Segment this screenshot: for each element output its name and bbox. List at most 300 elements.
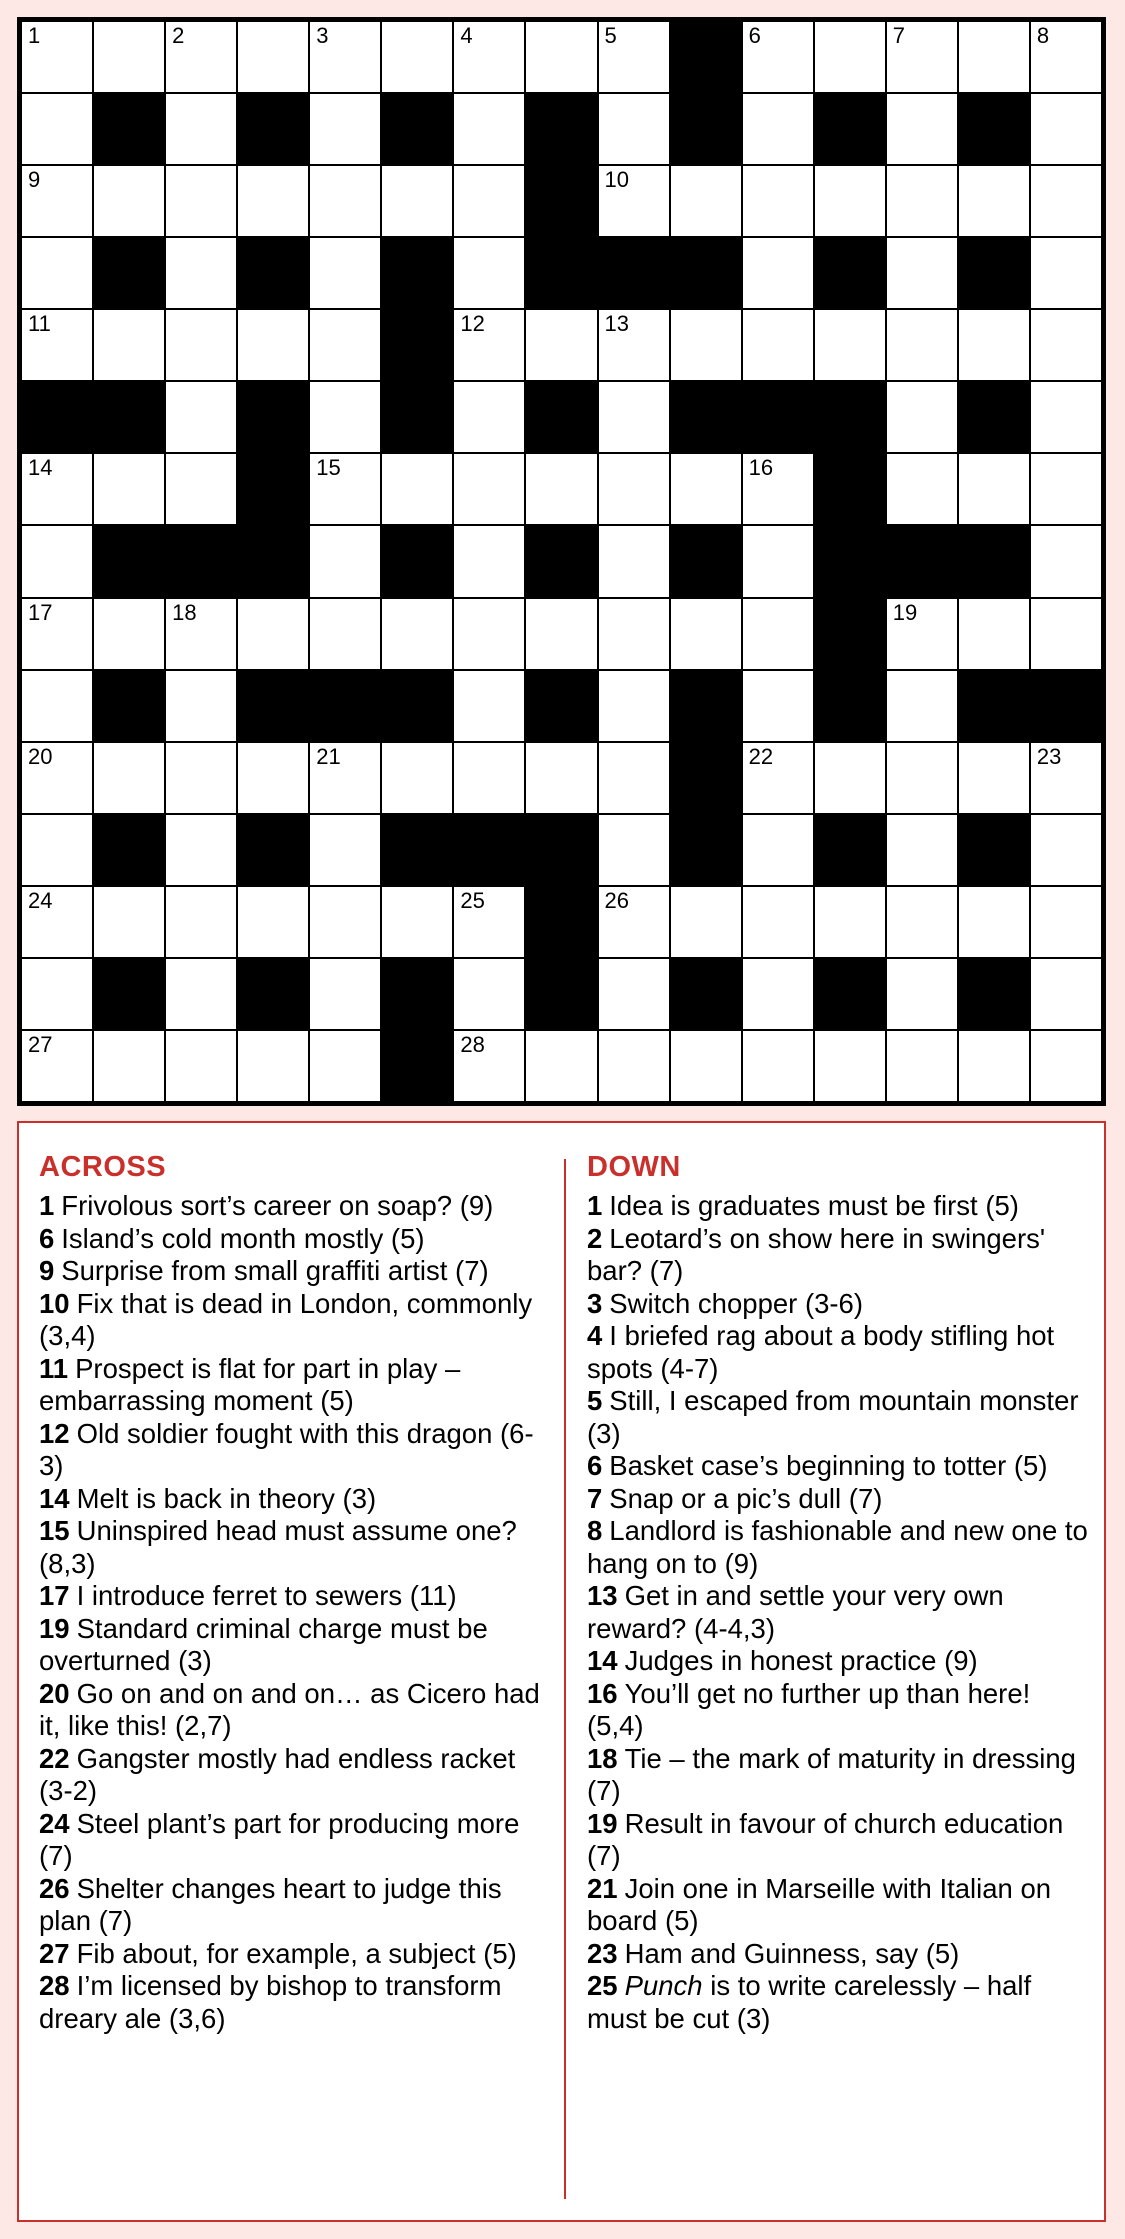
clue-number: 6 bbox=[587, 1450, 603, 1481]
grid-cell[interactable] bbox=[1031, 526, 1101, 596]
cell-number: 18 bbox=[172, 599, 197, 625]
grid-cell[interactable] bbox=[959, 22, 1029, 92]
down-clue bbox=[587, 1678, 1092, 1743]
grid-cell[interactable] bbox=[526, 454, 596, 524]
grid-cell[interactable] bbox=[454, 166, 524, 236]
clue-text: Punch is to write carelessly – half must be cut (3) bbox=[587, 1970, 1032, 2034]
across-clue bbox=[39, 1353, 549, 1418]
grid-cell[interactable] bbox=[887, 310, 957, 380]
grid-cell[interactable] bbox=[1031, 454, 1101, 524]
grid-cell[interactable] bbox=[382, 454, 452, 524]
grid-cell[interactable] bbox=[959, 599, 1029, 669]
clue-text: Standard criminal charge must be overturned (3) bbox=[39, 1612, 488, 1676]
grid-cell[interactable] bbox=[22, 959, 92, 1029]
down-clue bbox=[587, 1938, 1092, 1971]
black-square bbox=[382, 382, 452, 452]
black-square bbox=[382, 671, 452, 741]
grid-cell[interactable] bbox=[454, 94, 524, 164]
grid-cell[interactable] bbox=[599, 671, 669, 741]
grid-cell[interactable] bbox=[166, 382, 236, 452]
grid-cell[interactable] bbox=[382, 599, 452, 669]
grid-cell[interactable] bbox=[815, 1031, 885, 1101]
black-square bbox=[382, 815, 452, 885]
grid-cell[interactable] bbox=[671, 1031, 741, 1101]
black-square bbox=[526, 671, 596, 741]
grid-cell[interactable] bbox=[671, 887, 741, 957]
grid-cell[interactable] bbox=[94, 743, 164, 813]
clue-number: 25 bbox=[587, 1970, 618, 2001]
black-square bbox=[815, 671, 885, 741]
grid-cell[interactable] bbox=[310, 743, 380, 813]
grid-cell[interactable] bbox=[22, 310, 92, 380]
grid-cell[interactable] bbox=[671, 599, 741, 669]
grid-cell[interactable] bbox=[815, 743, 885, 813]
grid-cell[interactable] bbox=[959, 166, 1029, 236]
down-clue-list bbox=[587, 1190, 1092, 2035]
grid-cell[interactable] bbox=[454, 454, 524, 524]
black-square bbox=[238, 238, 308, 308]
grid-cell[interactable] bbox=[959, 310, 1029, 380]
across-clue bbox=[39, 1483, 549, 1516]
grid-cell[interactable] bbox=[166, 166, 236, 236]
clue-text: Surprise from small graffiti artist (7) bbox=[61, 1255, 489, 1286]
cell-number: 26 bbox=[604, 887, 630, 913]
cell-number: 10 bbox=[604, 167, 630, 193]
black-square bbox=[526, 382, 596, 452]
grid-cell[interactable] bbox=[166, 743, 236, 813]
grid-cell[interactable] bbox=[599, 887, 669, 957]
clue-text: Leotard’s on show here in swingers' bar? (7) bbox=[587, 1222, 1046, 1286]
clue-text: Melt is back in theory (3) bbox=[76, 1482, 377, 1514]
black-square bbox=[959, 526, 1029, 596]
clue-text: You’ll get no further up than here! (5,4) bbox=[587, 1677, 1031, 1741]
grid-cell[interactable] bbox=[599, 310, 669, 380]
down-clue bbox=[587, 1190, 1092, 1223]
grid-cell[interactable] bbox=[238, 743, 308, 813]
clue-text: Steel plant’s part for producing more (7) bbox=[39, 1807, 520, 1871]
down-clue bbox=[587, 1288, 1092, 1321]
crossword-grid bbox=[17, 17, 1106, 1106]
grid-cell[interactable] bbox=[166, 454, 236, 524]
grid-cell[interactable] bbox=[887, 815, 957, 885]
black-square bbox=[671, 743, 741, 813]
clue-text: Switch chopper (3-6) bbox=[609, 1287, 864, 1319]
clue-number: 8 bbox=[587, 1515, 603, 1546]
grid-cell[interactable] bbox=[959, 887, 1029, 957]
grid-cell[interactable] bbox=[671, 454, 741, 524]
grid-cell[interactable] bbox=[166, 310, 236, 380]
black-square bbox=[959, 94, 1029, 164]
clue-text: Uninspired head must assume one? (8,3) bbox=[39, 1515, 517, 1579]
grid-cell[interactable] bbox=[526, 599, 596, 669]
grid-cell[interactable] bbox=[454, 887, 524, 957]
grid-cell[interactable] bbox=[310, 815, 380, 885]
grid-cell[interactable] bbox=[454, 599, 524, 669]
grid-cell[interactable] bbox=[743, 166, 813, 236]
grid-cell[interactable] bbox=[310, 959, 380, 1029]
cell-number: 25 bbox=[460, 887, 485, 913]
black-square bbox=[526, 959, 596, 1029]
clue-text: Frivolous sort’s career on soap? (9) bbox=[61, 1190, 494, 1221]
black-square bbox=[815, 815, 885, 885]
grid-cell[interactable] bbox=[743, 959, 813, 1029]
grid-cell[interactable] bbox=[166, 1031, 236, 1101]
across-clue bbox=[39, 1223, 549, 1256]
black-square bbox=[959, 382, 1029, 452]
grid-cell[interactable] bbox=[166, 671, 236, 741]
black-square bbox=[815, 599, 885, 669]
black-square bbox=[671, 94, 741, 164]
grid-cell[interactable] bbox=[166, 599, 236, 669]
grid-cell[interactable] bbox=[815, 166, 885, 236]
cell-number: 23 bbox=[1036, 743, 1062, 769]
down-clue bbox=[587, 1320, 1092, 1385]
black-square bbox=[671, 382, 741, 452]
black-square bbox=[671, 815, 741, 885]
grid-cell[interactable] bbox=[454, 238, 524, 308]
grid-cell[interactable] bbox=[887, 887, 957, 957]
across-clue bbox=[39, 1613, 549, 1678]
black-square bbox=[238, 382, 308, 452]
clue-number: 11 bbox=[39, 1352, 69, 1384]
grid-cell[interactable] bbox=[887, 382, 957, 452]
grid-cell[interactable] bbox=[1031, 382, 1101, 452]
clue-number: 23 bbox=[587, 1937, 618, 1969]
clue-number: 19 bbox=[39, 1612, 70, 1644]
grid-cell[interactable] bbox=[599, 166, 669, 236]
grid-cell[interactable] bbox=[671, 310, 741, 380]
grid-cell[interactable] bbox=[1031, 166, 1101, 236]
black-square bbox=[526, 526, 596, 596]
across-clue bbox=[39, 1418, 549, 1483]
black-square bbox=[959, 959, 1029, 1029]
cell-number: 3 bbox=[316, 23, 329, 48]
clue-number: 1 bbox=[587, 1190, 603, 1221]
grid-cell[interactable] bbox=[22, 166, 92, 236]
clue-number: 19 bbox=[587, 1807, 618, 1839]
grid-cell[interactable] bbox=[599, 382, 669, 452]
down-clue bbox=[587, 1873, 1092, 1938]
clue-number: 9 bbox=[39, 1255, 55, 1286]
grid-cell[interactable] bbox=[887, 94, 957, 164]
cell-number: 19 bbox=[892, 599, 918, 625]
grid-cell[interactable] bbox=[22, 815, 92, 885]
grid-cell[interactable] bbox=[310, 238, 380, 308]
grid-cell[interactable] bbox=[22, 22, 92, 92]
grid-cell[interactable] bbox=[238, 310, 308, 380]
grid-cell[interactable] bbox=[599, 526, 669, 596]
grid-cell[interactable] bbox=[22, 526, 92, 596]
grid-cell[interactable] bbox=[1031, 94, 1101, 164]
clue-text: I introduce ferret to sewers (11) bbox=[76, 1580, 457, 1611]
clue-text: Tie – the mark of maturity in dressing (7) bbox=[587, 1742, 1076, 1806]
clue-text: Gangster mostly had endless racket (3-2) bbox=[39, 1742, 516, 1806]
grid-cell[interactable] bbox=[743, 94, 813, 164]
cell-number: 1 bbox=[28, 23, 41, 48]
across-clue bbox=[39, 1938, 549, 1971]
grid-cell[interactable] bbox=[599, 743, 669, 813]
black-square bbox=[310, 671, 380, 741]
across-clue bbox=[39, 1743, 549, 1808]
grid-cell[interactable] bbox=[887, 1031, 957, 1101]
grid-cell[interactable] bbox=[238, 599, 308, 669]
grid-cell[interactable] bbox=[599, 1031, 669, 1101]
grid-cell[interactable] bbox=[743, 599, 813, 669]
grid-cell[interactable] bbox=[382, 887, 452, 957]
grid-cell[interactable] bbox=[743, 887, 813, 957]
black-square bbox=[599, 238, 669, 308]
black-square bbox=[815, 382, 885, 452]
down-clue bbox=[587, 1970, 1092, 2035]
clue-number: 21 bbox=[587, 1872, 618, 1904]
black-square bbox=[94, 526, 164, 596]
grid-cell[interactable] bbox=[166, 815, 236, 885]
black-square bbox=[671, 671, 741, 741]
grid-cell[interactable] bbox=[94, 1031, 164, 1101]
grid-cell[interactable] bbox=[22, 887, 92, 957]
cell-number: 28 bbox=[460, 1031, 485, 1057]
grid-cell[interactable] bbox=[526, 22, 596, 92]
black-square bbox=[815, 238, 885, 308]
grid-cell[interactable] bbox=[1031, 887, 1101, 957]
grid-cell[interactable] bbox=[454, 959, 524, 1029]
grid-cell[interactable] bbox=[238, 166, 308, 236]
grid-cell[interactable] bbox=[94, 454, 164, 524]
grid-cell[interactable] bbox=[310, 94, 380, 164]
grid-cell[interactable] bbox=[959, 454, 1029, 524]
grid-cell[interactable] bbox=[1031, 743, 1101, 813]
clue-text: Shelter changes heart to judge this plan (7) bbox=[39, 1872, 502, 1936]
grid-cell[interactable] bbox=[743, 310, 813, 380]
grid-cell[interactable] bbox=[671, 166, 741, 236]
grid-cell[interactable] bbox=[454, 526, 524, 596]
grid-cell[interactable] bbox=[22, 743, 92, 813]
grid-cell[interactable] bbox=[1031, 22, 1101, 92]
black-square bbox=[526, 887, 596, 957]
grid-cell[interactable] bbox=[310, 310, 380, 380]
grid-cell[interactable] bbox=[887, 22, 957, 92]
grid-cell[interactable] bbox=[310, 382, 380, 452]
black-square bbox=[94, 382, 164, 452]
across-clue bbox=[39, 1288, 549, 1353]
grid-cell[interactable] bbox=[1031, 310, 1101, 380]
grid-cell[interactable] bbox=[310, 1031, 380, 1101]
grid-cell[interactable] bbox=[743, 815, 813, 885]
black-square bbox=[238, 454, 308, 524]
grid-cell[interactable] bbox=[1031, 959, 1101, 1029]
cell-number: 27 bbox=[28, 1031, 53, 1057]
black-square bbox=[959, 671, 1029, 741]
grid-cells bbox=[21, 21, 1102, 1102]
grid-cell[interactable] bbox=[22, 599, 92, 669]
clue-text: Join one in Marseille with Italian on board (5) bbox=[587, 1872, 1052, 1936]
black-square bbox=[671, 526, 741, 596]
cell-number: 21 bbox=[316, 743, 341, 769]
black-square bbox=[526, 166, 596, 236]
black-square bbox=[1031, 671, 1101, 741]
clue-text: I briefed rag about a body stifling hot spots (4-7) bbox=[587, 1320, 1055, 1384]
grid-cell[interactable] bbox=[238, 22, 308, 92]
black-square bbox=[94, 815, 164, 885]
grid-cell[interactable] bbox=[310, 887, 380, 957]
down-clue bbox=[587, 1515, 1092, 1580]
grid-cell[interactable] bbox=[310, 22, 380, 92]
grid-cell[interactable] bbox=[382, 166, 452, 236]
black-square bbox=[382, 1031, 452, 1101]
grid-cell[interactable] bbox=[22, 238, 92, 308]
grid-cell[interactable] bbox=[1031, 1031, 1101, 1101]
clue-number: 4 bbox=[587, 1320, 603, 1351]
black-square bbox=[22, 382, 92, 452]
grid-cell[interactable] bbox=[887, 671, 957, 741]
grid-cell[interactable] bbox=[743, 454, 813, 524]
grid-cell[interactable] bbox=[959, 743, 1029, 813]
grid-cell[interactable] bbox=[454, 382, 524, 452]
grid-cell[interactable] bbox=[599, 599, 669, 669]
grid-cell[interactable] bbox=[94, 887, 164, 957]
grid-cell[interactable] bbox=[599, 94, 669, 164]
grid-cell[interactable] bbox=[310, 166, 380, 236]
across-clue bbox=[39, 1678, 549, 1743]
clue-text: Fix that is dead in London, commonly (3,4) bbox=[39, 1287, 533, 1351]
clue-number: 10 bbox=[39, 1287, 70, 1319]
grid-cell[interactable] bbox=[743, 1031, 813, 1101]
down-column bbox=[587, 1151, 1092, 2035]
grid-cell[interactable] bbox=[815, 887, 885, 957]
grid-cell[interactable] bbox=[1031, 599, 1101, 669]
grid-cell[interactable] bbox=[743, 743, 813, 813]
grid-cell[interactable] bbox=[526, 310, 596, 380]
clue-text: Fib about, for example, a subject (5) bbox=[76, 1937, 517, 1969]
grid-cell[interactable] bbox=[454, 671, 524, 741]
clue-number: 2 bbox=[587, 1222, 603, 1254]
cell-number: 22 bbox=[748, 743, 774, 769]
clue-text: Landlord is fashionable and new one to hang on to (9) bbox=[587, 1515, 1088, 1579]
black-square bbox=[671, 959, 741, 1029]
black-square bbox=[94, 671, 164, 741]
grid-cell[interactable] bbox=[599, 815, 669, 885]
grid-cell[interactable] bbox=[94, 310, 164, 380]
grid-cell[interactable] bbox=[22, 454, 92, 524]
grid-cell[interactable] bbox=[599, 22, 669, 92]
clue-number: 3 bbox=[587, 1287, 603, 1319]
grid-cell[interactable] bbox=[382, 743, 452, 813]
grid-cell[interactable] bbox=[743, 526, 813, 596]
cell-number: 24 bbox=[28, 887, 53, 913]
black-square bbox=[382, 238, 452, 308]
clue-text: Get in and settle your very own reward? (4-4,3) bbox=[587, 1580, 1004, 1644]
grid-cell[interactable] bbox=[526, 1031, 596, 1101]
grid-cell[interactable] bbox=[743, 22, 813, 92]
grid-cell[interactable] bbox=[166, 959, 236, 1029]
clue-text: Judges in honest practice (9) bbox=[624, 1645, 978, 1676]
grid-cell[interactable] bbox=[22, 1031, 92, 1101]
grid-cell[interactable] bbox=[454, 310, 524, 380]
grid-cell[interactable] bbox=[959, 1031, 1029, 1101]
clue-number: 18 bbox=[587, 1742, 618, 1774]
black-square bbox=[382, 959, 452, 1029]
grid-cell[interactable] bbox=[599, 959, 669, 1029]
grid-cell[interactable] bbox=[22, 671, 92, 741]
across-clue-list bbox=[39, 1190, 549, 2035]
grid-cell[interactable] bbox=[815, 310, 885, 380]
down-clue bbox=[587, 1808, 1092, 1873]
grid-cell[interactable] bbox=[94, 22, 164, 92]
black-square bbox=[238, 671, 308, 741]
black-square bbox=[94, 959, 164, 1029]
grid-cell[interactable] bbox=[22, 94, 92, 164]
black-square bbox=[815, 959, 885, 1029]
grid-cell[interactable] bbox=[382, 22, 452, 92]
grid-cell[interactable] bbox=[743, 238, 813, 308]
grid-cell[interactable] bbox=[310, 599, 380, 669]
grid-cell[interactable] bbox=[94, 166, 164, 236]
black-square bbox=[382, 310, 452, 380]
grid-cell[interactable] bbox=[887, 166, 957, 236]
black-square bbox=[526, 94, 596, 164]
black-square bbox=[238, 959, 308, 1029]
clue-number: 16 bbox=[587, 1677, 618, 1709]
grid-cell[interactable] bbox=[454, 22, 524, 92]
across-clue bbox=[39, 1255, 549, 1288]
grid-cell[interactable] bbox=[887, 959, 957, 1029]
clue-text: Idea is graduates must be first (5) bbox=[609, 1190, 1019, 1221]
black-square bbox=[94, 94, 164, 164]
clue-text: Still, I escaped from mountain monster (3) bbox=[587, 1385, 1079, 1449]
down-clue bbox=[587, 1580, 1092, 1645]
grid-cell[interactable] bbox=[310, 526, 380, 596]
across-clue bbox=[39, 1970, 549, 2035]
grid-cell[interactable] bbox=[599, 454, 669, 524]
grid-cell[interactable] bbox=[166, 887, 236, 957]
grid-cell[interactable] bbox=[815, 22, 885, 92]
cell-number: 9 bbox=[28, 167, 41, 193]
grid-cell[interactable] bbox=[887, 743, 957, 813]
black-square bbox=[94, 238, 164, 308]
grid-cell[interactable] bbox=[887, 238, 957, 308]
down-clue bbox=[587, 1483, 1092, 1516]
black-square bbox=[382, 94, 452, 164]
column-divider bbox=[564, 1159, 566, 2199]
grid-cell[interactable] bbox=[454, 743, 524, 813]
cell-number: 14 bbox=[28, 455, 53, 481]
black-square bbox=[671, 238, 741, 308]
cell-number: 2 bbox=[172, 23, 185, 48]
grid-cell[interactable] bbox=[887, 599, 957, 669]
down-clue bbox=[587, 1223, 1092, 1288]
grid-cell[interactable] bbox=[166, 22, 236, 92]
grid-cell[interactable] bbox=[166, 94, 236, 164]
black-square bbox=[743, 382, 813, 452]
grid-cell[interactable] bbox=[743, 671, 813, 741]
cell-number: 16 bbox=[748, 455, 774, 481]
black-square bbox=[454, 815, 524, 885]
black-square bbox=[671, 22, 741, 92]
grid-cell[interactable] bbox=[454, 1031, 524, 1101]
clue-number: 17 bbox=[39, 1580, 70, 1611]
grid-cell[interactable] bbox=[238, 1031, 308, 1101]
black-square bbox=[238, 526, 308, 596]
grid-cell[interactable] bbox=[238, 887, 308, 957]
grid-cell[interactable] bbox=[94, 599, 164, 669]
grid-cell[interactable] bbox=[166, 238, 236, 308]
grid-cell[interactable] bbox=[310, 454, 380, 524]
grid-cell[interactable] bbox=[887, 454, 957, 524]
grid-cell[interactable] bbox=[1031, 238, 1101, 308]
clue-text: Old soldier fought with this dragon (6-3) bbox=[39, 1417, 534, 1481]
grid-cell[interactable] bbox=[526, 743, 596, 813]
grid-cell[interactable] bbox=[1031, 815, 1101, 885]
